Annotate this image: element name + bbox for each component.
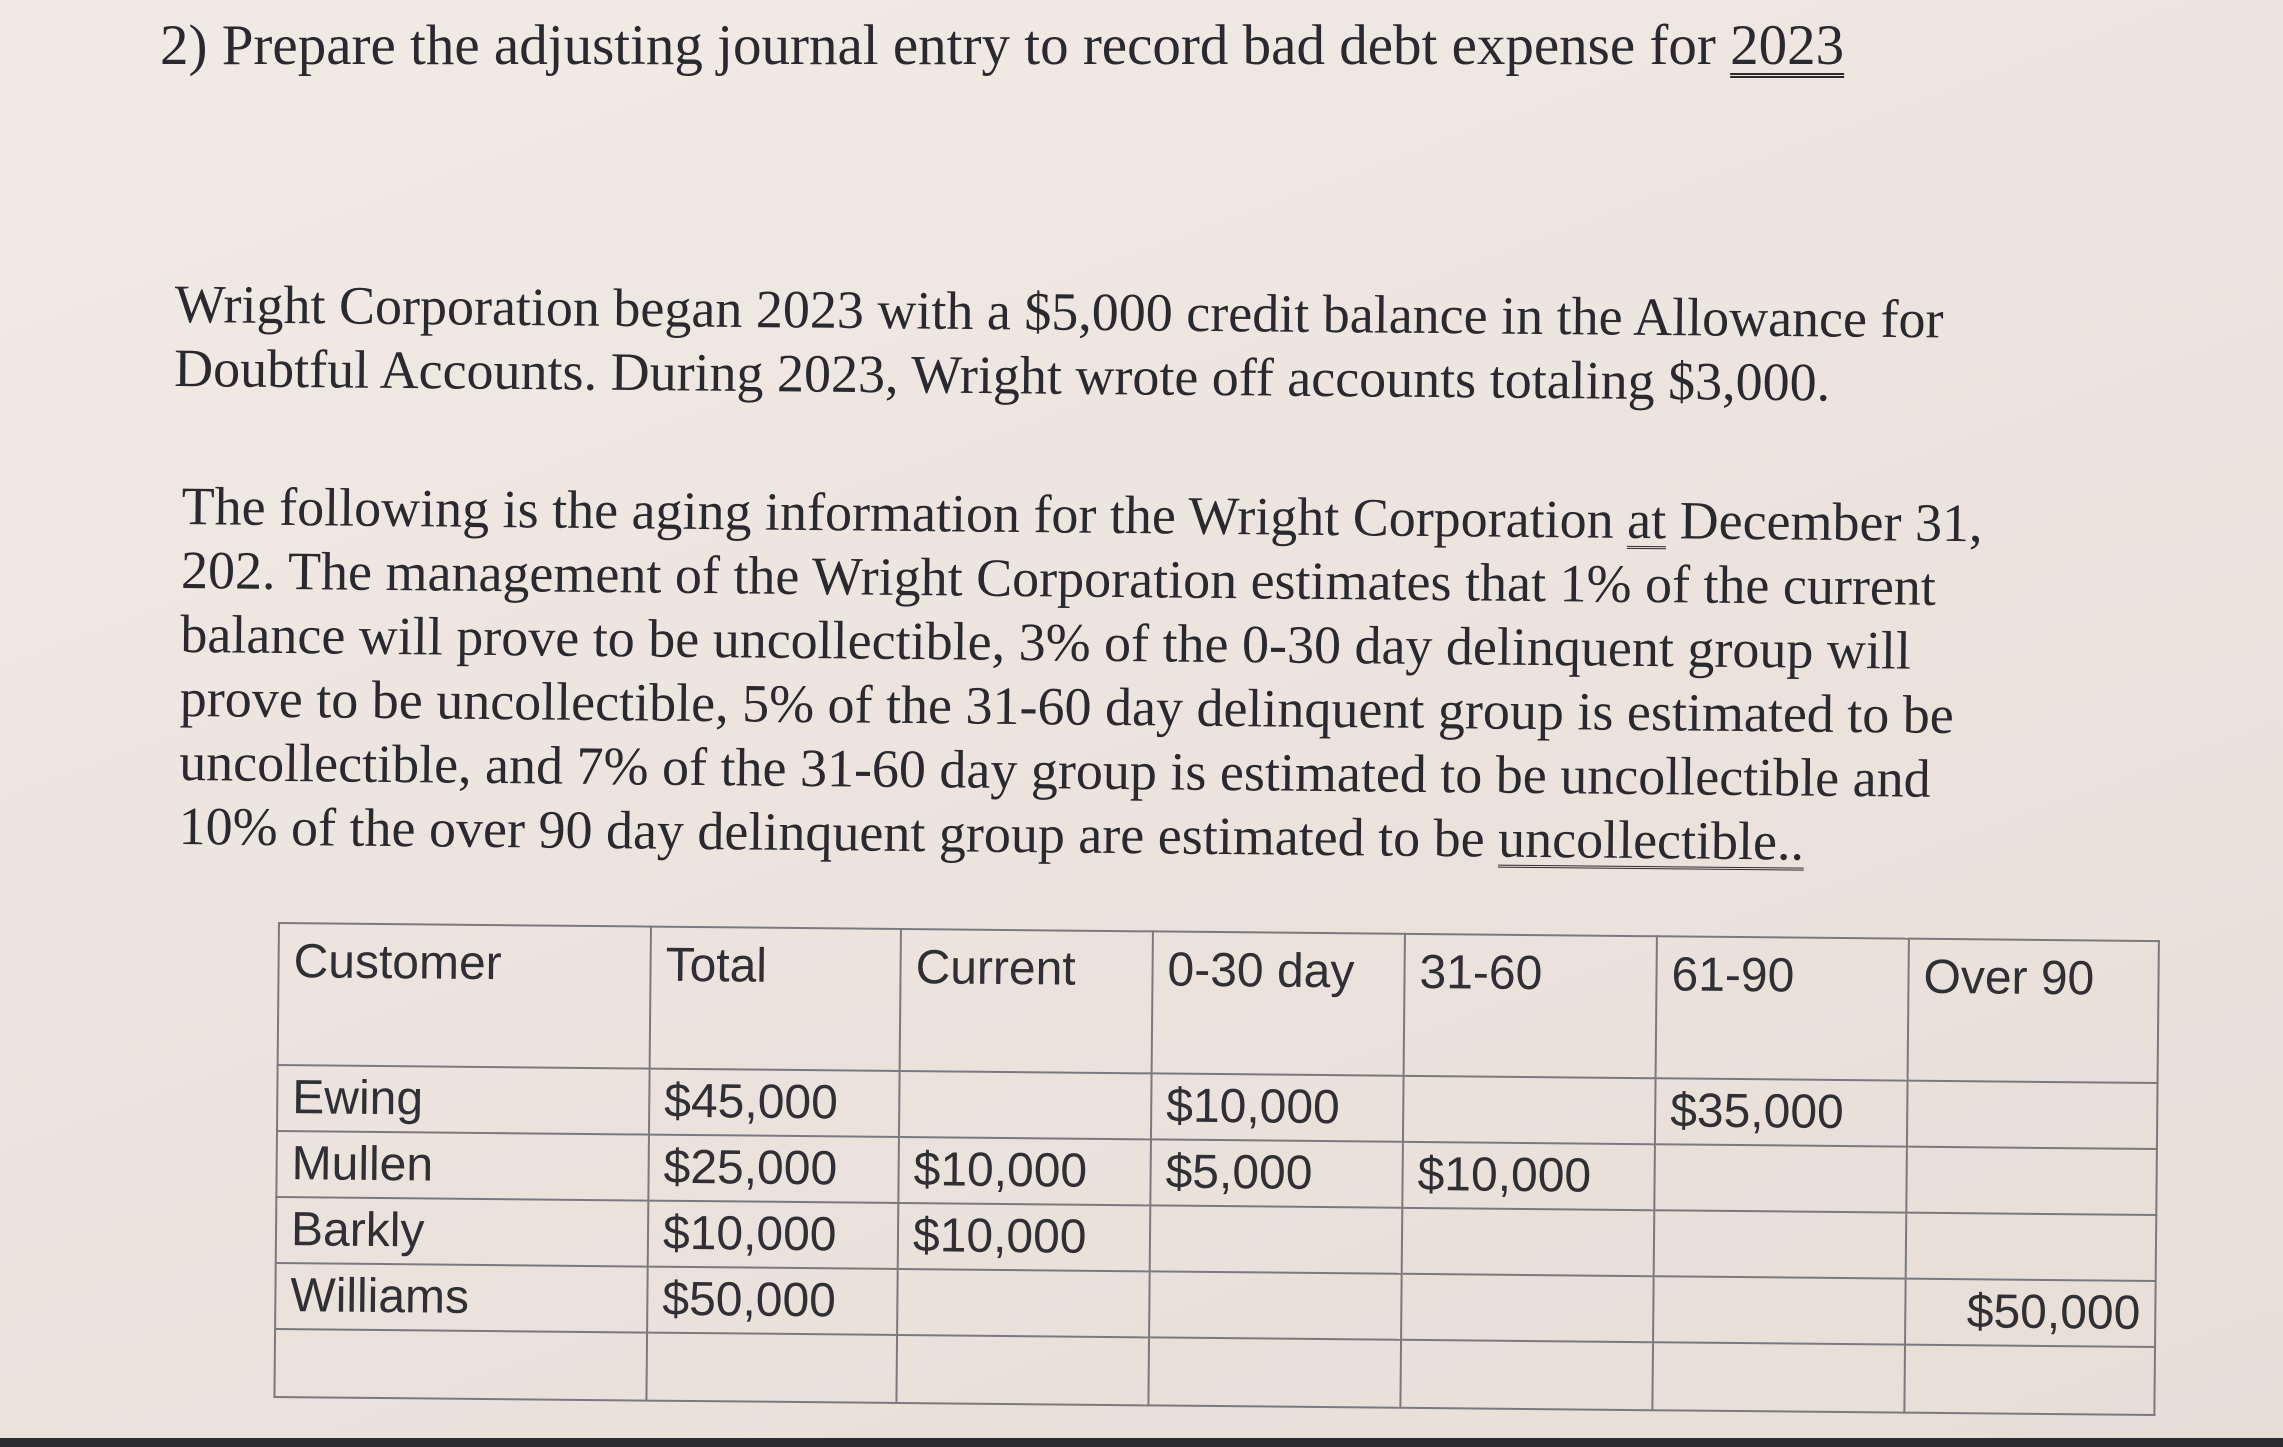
cell-total: $45,000 xyxy=(649,1069,900,1137)
cell-31-60 xyxy=(1403,1076,1656,1144)
cell-61-90: $35,000 xyxy=(1655,1078,1908,1146)
header-61-90: 61-90 xyxy=(1656,936,1909,1080)
screen-bezel-edge xyxy=(0,1438,2283,1447)
intro-paragraph xyxy=(174,272,1944,415)
question-text: 2) Prepare the adjusting journal entry to record bad debt expense for xyxy=(160,14,1731,77)
empty-cell xyxy=(1652,1342,1905,1412)
question-year: 2023 xyxy=(1730,14,1845,77)
aging-line-1-at: at xyxy=(1626,489,1667,551)
cell-0-30 xyxy=(1150,1205,1403,1273)
cell-over-90 xyxy=(1907,1081,2158,1149)
cell-current xyxy=(897,1269,1150,1337)
intro-line-1: Wright Corporation began 2023 with a $5,000 credit balance in the Allowance for xyxy=(174,273,1944,350)
cell-current xyxy=(899,1071,1152,1139)
cell-61-90 xyxy=(1654,1144,1907,1212)
empty-cell xyxy=(646,1333,897,1403)
cell-0-30 xyxy=(1149,1271,1402,1339)
aging-line-1-text: The following is the aging information for the Wright Corporation xyxy=(181,475,1628,550)
header-31-60: 31-60 xyxy=(1404,934,1657,1078)
header-total: Total xyxy=(650,927,901,1071)
aging-line-4: prove to be uncollectible, 5% of the 31-60 day delinquent group is estimated to be xyxy=(179,667,1955,746)
cell-61-90 xyxy=(1653,1276,1906,1344)
cell-customer: Mullen xyxy=(276,1131,649,1201)
cell-total: $10,000 xyxy=(648,1201,899,1269)
header-current: Current xyxy=(900,929,1153,1073)
cell-31-60: $10,000 xyxy=(1402,1142,1655,1210)
cell-31-60 xyxy=(1402,1208,1655,1276)
cell-customer: Williams xyxy=(275,1263,648,1333)
question-heading xyxy=(160,6,1844,86)
cell-over-90 xyxy=(1906,1213,2157,1281)
empty-cell xyxy=(1400,1340,1653,1410)
aging-table-container xyxy=(273,922,2157,1416)
cell-total: $50,000 xyxy=(647,1267,898,1335)
cell-current: $10,000 xyxy=(898,1203,1151,1271)
cell-31-60 xyxy=(1401,1274,1654,1342)
intro-line-2: Doubtful Accounts. During 2023, Wright wrote off accounts totaling $3,000. xyxy=(173,337,1831,413)
aging-line-2: 202. The management of the Wright Corporation estimates that 1% of the current xyxy=(180,539,1937,617)
cell-0-30: $5,000 xyxy=(1150,1139,1403,1207)
aging-paragraph xyxy=(178,474,1983,875)
cell-61-90 xyxy=(1654,1210,1907,1278)
aging-line-6-text: 10% of the over 90 day delinquent group are estimated to be xyxy=(178,795,1499,869)
aging-line-6-uncollectible: uncollectible.. xyxy=(1497,808,1805,872)
cell-customer: Ewing xyxy=(277,1065,650,1135)
header-0-30: 0-30 day xyxy=(1152,931,1405,1075)
cell-total: $25,000 xyxy=(648,1135,899,1203)
header-customer: Customer xyxy=(278,923,651,1069)
cell-over-90: $50,000 xyxy=(1905,1279,2156,1347)
cell-customer: Barkly xyxy=(276,1197,649,1267)
table-header-row xyxy=(278,923,2159,1083)
cell-over-90 xyxy=(1906,1147,2157,1215)
aging-table xyxy=(273,922,2159,1416)
empty-cell xyxy=(1148,1337,1401,1407)
header-over-90: Over 90 xyxy=(1908,939,2159,1083)
aging-line-3: balance will prove to be uncollectible, 3% of the 0-30 day delinquent group will xyxy=(180,603,1912,681)
aging-line-1-date: December 31, xyxy=(1665,490,1983,554)
empty-cell xyxy=(274,1329,647,1401)
cell-current: $10,000 xyxy=(898,1137,1151,1205)
empty-cell xyxy=(1904,1345,2155,1415)
cell-0-30: $10,000 xyxy=(1151,1073,1404,1141)
aging-line-5: uncollectible, and 7% of the 31-60 day group is estimated to be uncollectible and xyxy=(178,731,1931,809)
empty-cell xyxy=(896,1335,1149,1405)
